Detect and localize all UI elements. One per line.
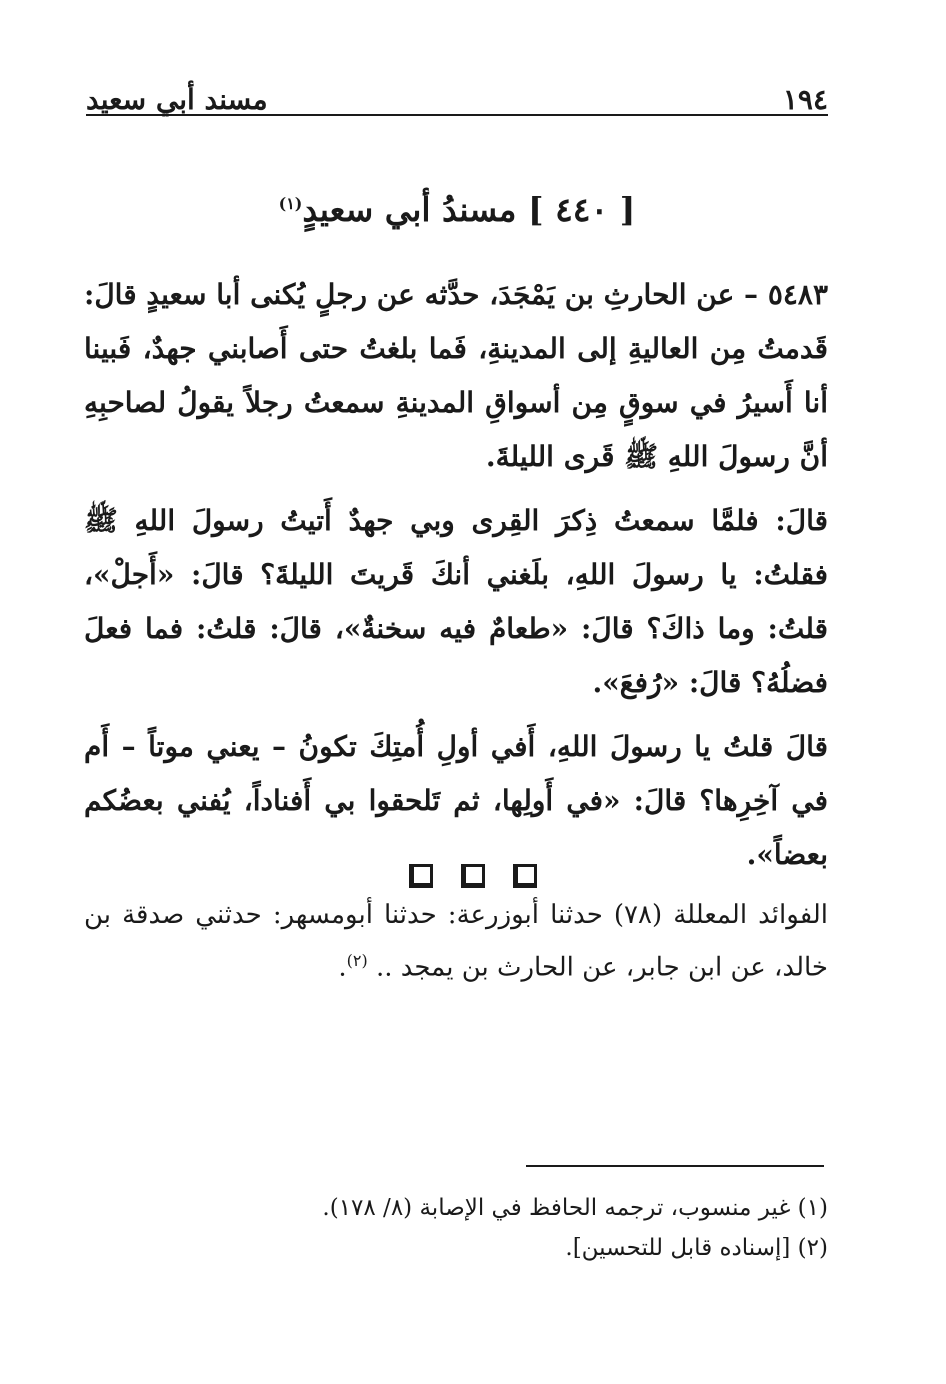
source-footnote-ref: (٢)	[346, 951, 368, 970]
source-note-text: الفوائد المعللة (٧٨) حدثنا أبوزرعة: حدثنا أبومسهر: حدثني صدقة بن خالد، عن ابن جابر، عن الحارث بن يمجد ..	[84, 900, 828, 983]
footnote-rule	[526, 1165, 824, 1167]
source-note: الفوائد المعللة (٧٨) حدثنا أبوزرعة: حدثنا أبومسهر: حدثني صدقة بن خالد، عن ابن جابر، عن الحارث بن يمجد .. $^{(٢)}$.	[84, 900, 828, 983]
separator-box-icon	[409, 864, 433, 888]
running-header	[86, 70, 828, 114]
separator-box-icon	[461, 864, 485, 888]
separator-box-icon	[513, 864, 537, 888]
section-title	[86, 190, 828, 230]
hadith-body	[84, 268, 828, 1001]
book-title: مسند أبي سعيد	[86, 83, 268, 116]
footnote-1: (١) غير منسوب، ترجمه الحافظ في الإصابة (٨/ ١٧٨).	[322, 1195, 828, 1221]
header-rule	[86, 114, 828, 116]
hadith-paragraph-2: قالَ: فلمَّا سمعتُ ذِكرَ القِرى وبي جهدٌ أَتيتُ رسولَ اللهِ ﷺ فقلتُ: يا رسولَ اللهِ، بلَغني أنكَ قَريتَ الليلةَ؟ قالَ: «أَجلْ»، قلتُ: وما ذاكَ؟ قالَ: «طعامٌ فيه سخنةٌ»، قالَ: قلتُ: فما فعلَ فضلُهُ؟ قالَ: «رُفعَ».	[84, 504, 828, 699]
title-footnote-ref: (١)	[278, 194, 303, 213]
hadith-paragraph-1: ٥٤٨٣ – عن الحارثِ بن يَمْجَدَ، حدَّثه عن رجلٍ يُكنى أبا سعيدٍ قالَ: قَدمتُ مِن العاليةِ إلى المدينةِ، فَما بلغتُ حتى أَصابني جهدٌ، فَبينا أنا أَسيرُ في سوقٍ مِن أسواقِ المدينةِ سمعتُ رجلاً يقولُ لصاحبِهِ أنَّ رسولَ اللهِ ﷺ قَرى الليلةَ.	[84, 278, 828, 473]
section-title-text: [ ٤٤٠ ] مسندُ أبي سعيدٍ	[302, 190, 636, 229]
page-number: ١٩٤	[782, 83, 828, 116]
hadith-paragraph-3: قالَ قلتُ يا رسولَ اللهِ، أَفي أولِ أُمتِكَ تكونُ – يعني موتاً – أَم في آخِرِها؟ قالَ: «في أَولِها، ثم تَلحقوا بي أَفناداً، يُفني بعضُكم بعضاً».	[84, 730, 828, 871]
footnote-2: (٢) [إسناده قابل للتحسين].	[565, 1235, 828, 1261]
footnotes	[300, 1188, 828, 1268]
section-separator	[0, 864, 946, 888]
